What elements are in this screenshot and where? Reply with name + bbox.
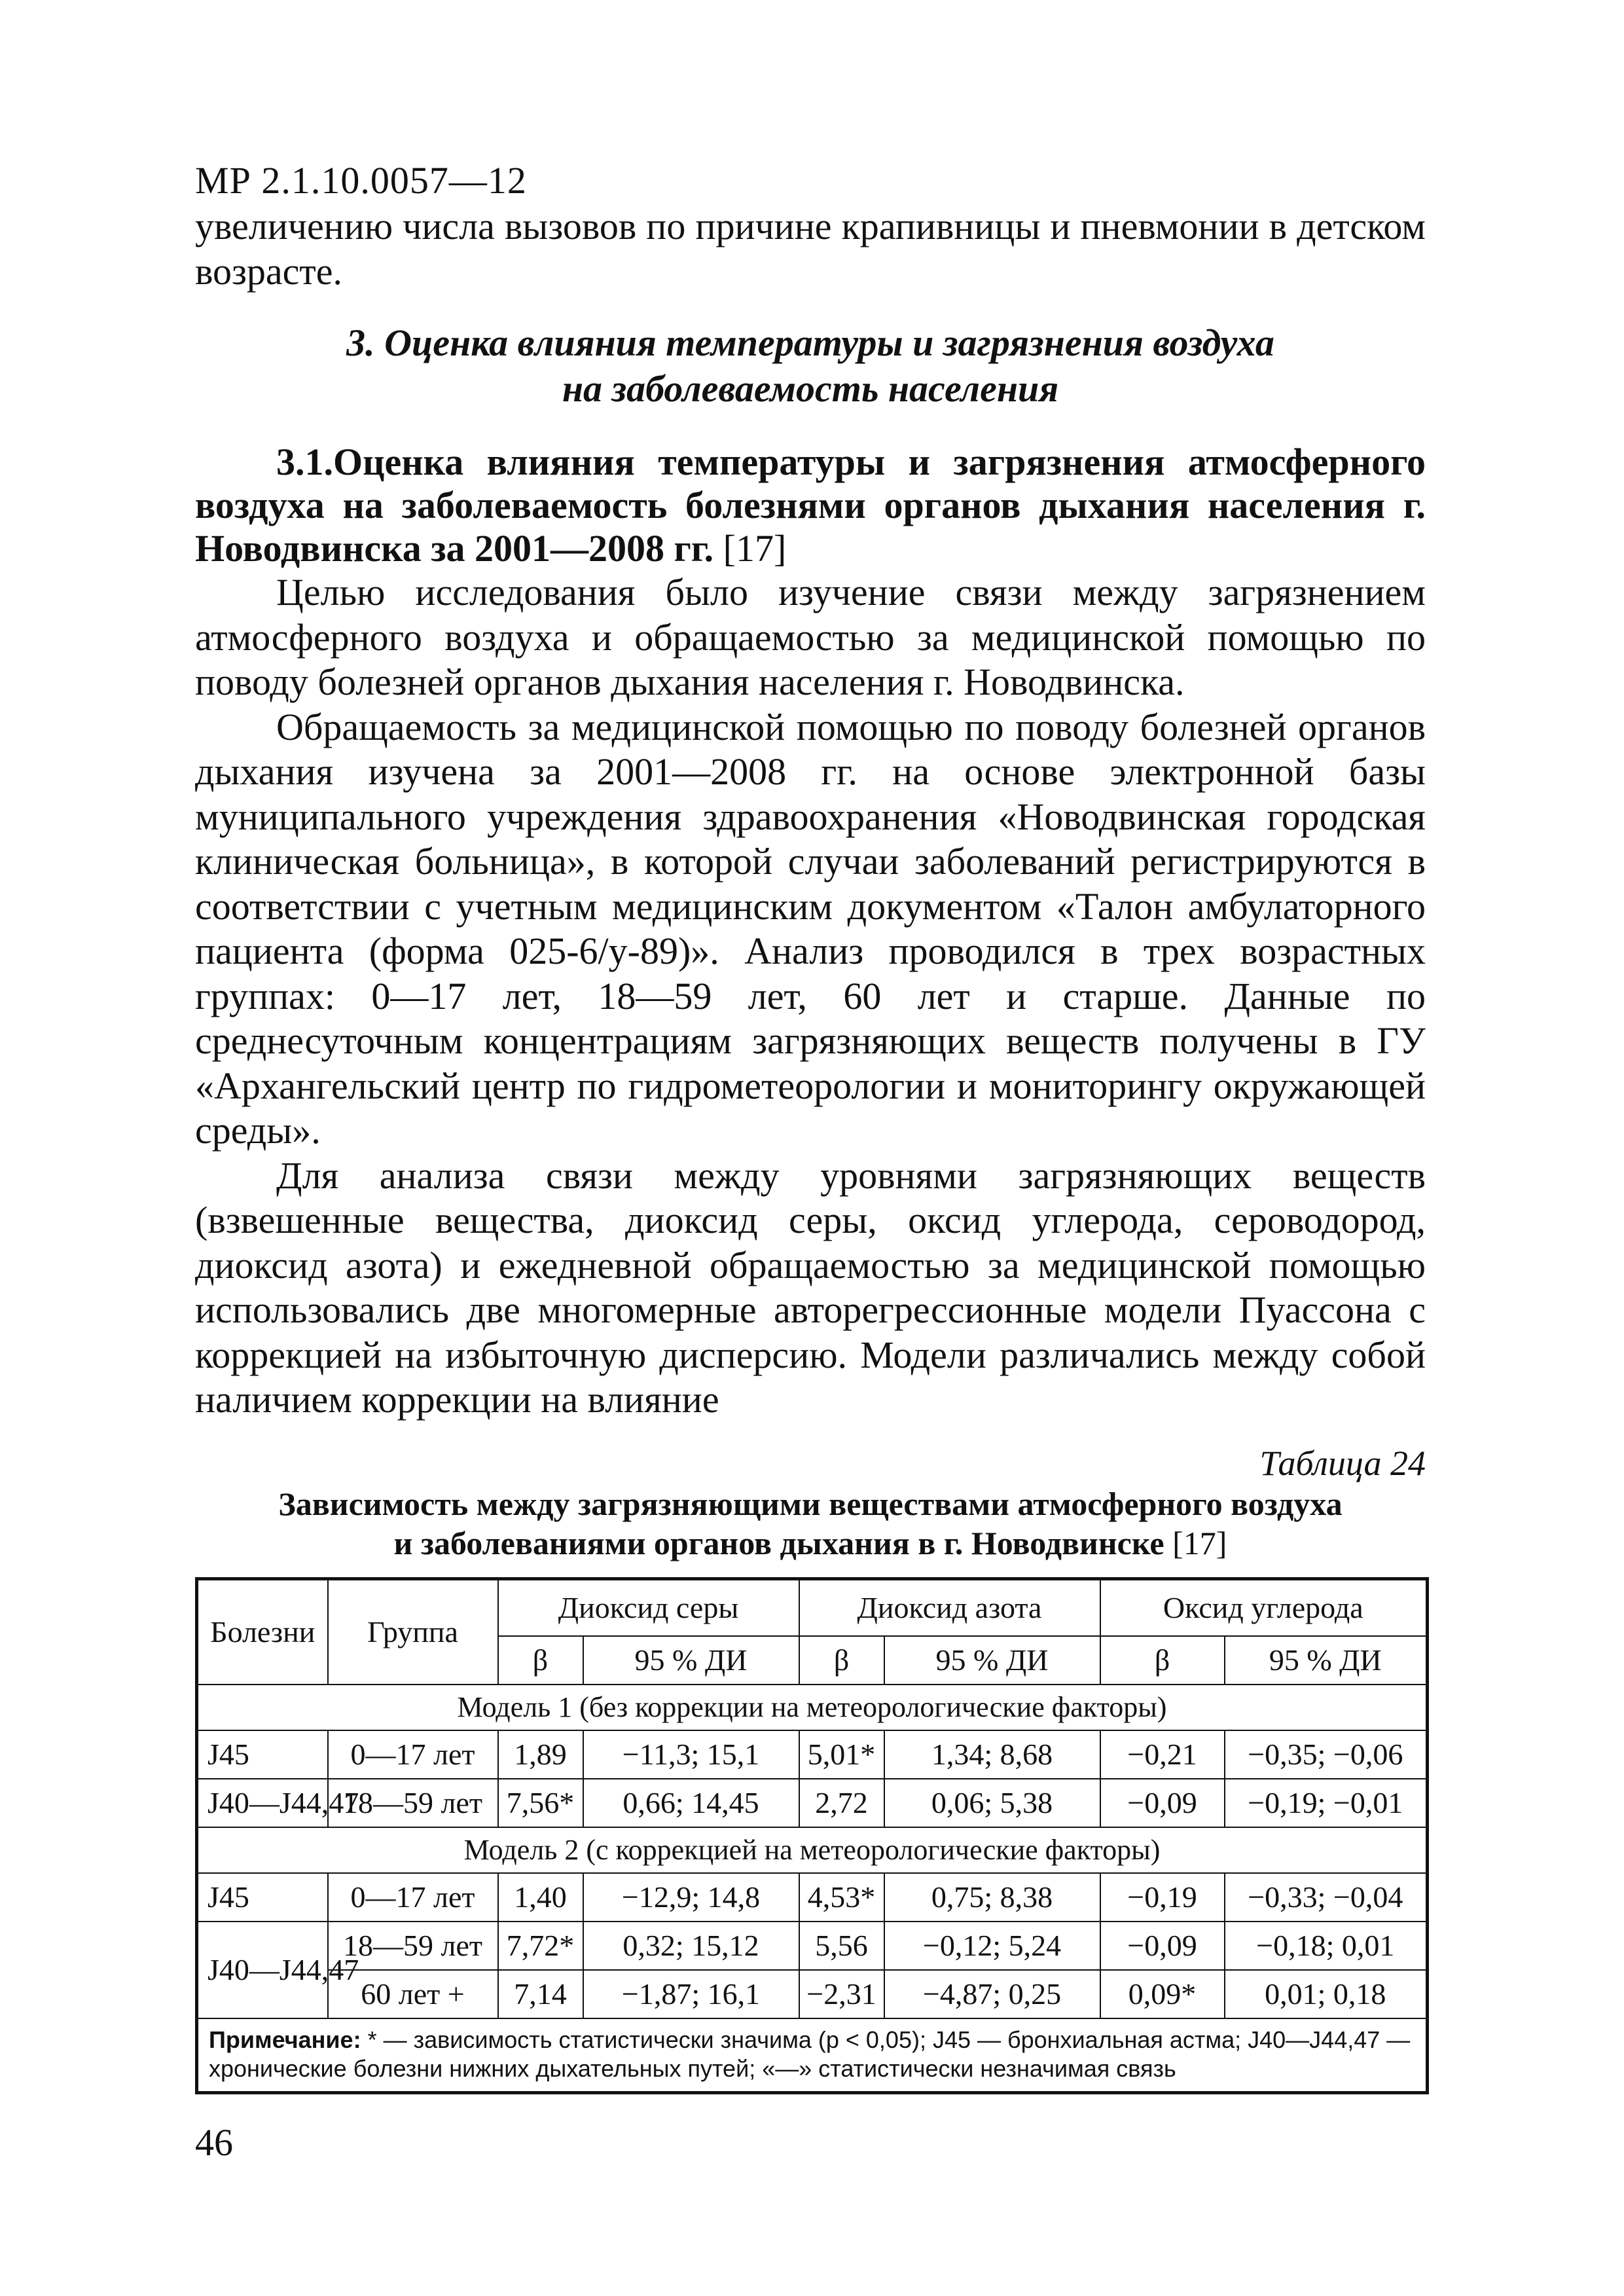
table-cell: −0,19 <box>1100 1873 1225 1922</box>
table-cell: 2,72 <box>799 1779 884 1827</box>
table-cell: 4,53* <box>799 1873 884 1922</box>
header-beta: β <box>799 1636 884 1685</box>
model-1-label: Модель 1 (без коррекции на метеорологические факторы) <box>197 1685 1428 1730</box>
table-cell: 0,09* <box>1100 1970 1225 2018</box>
table-cell: 0,66; 14,45 <box>583 1779 799 1827</box>
table-cell: −2,31 <box>799 1970 884 2018</box>
table-cell: 7,14 <box>498 1970 583 2018</box>
table-cell: 0,32; 15,12 <box>583 1922 799 1970</box>
header-group: Группа <box>328 1578 498 1685</box>
table-row <box>197 1970 1428 2018</box>
table-cell: −0,09 <box>1100 1779 1225 1827</box>
table-cell: 7,56* <box>498 1779 583 1827</box>
disease-code: J40—J44,47 <box>197 1922 328 2018</box>
text-column <box>195 157 1426 2094</box>
header-nitrogen-dioxide: Диоксид азота <box>799 1578 1100 1636</box>
paragraph-2: Обращаемость за медицинской помощью по поводу болезней органов дыхания изучена за 2001—2008 гг. на основе электронной базы муниципального учреждения здравоохранения «Новодвинская городская клиническая больница», в которой случаи заболеваний регистрируются в соответствии с учетным медицинским документом «Талон амбулаторного пациента (форма 025-6/у-89)». Анализ проводился в трех возрастных группах: 0—17 лет, 18—59 лет, 60 лет и старше. Данные по среднесуточным концентрациям загрязняющих веществ получены в ГУ «Архангельский центр по гидрометеорологии и мониторингу окружающей среды». <box>195 705 1426 1152</box>
table-cell: −12,9; 14,8 <box>583 1873 799 1922</box>
table-cell: 7,72* <box>498 1922 583 1970</box>
subsection-title: 3.1.Оценка влияния температуры и загрязнения атмосферного воздуха на заболеваемость болезнями органов дыхания населения г. Новодвинска за 2001—2008 гг. [17] <box>195 441 1426 570</box>
table-cell: −11,3; 15,1 <box>583 1730 799 1779</box>
table-cell: −0,33; −0,04 <box>1225 1873 1428 1922</box>
table-cell: −0,12; 5,24 <box>884 1922 1100 1970</box>
table-cell: 0,75; 8,38 <box>884 1873 1100 1922</box>
table-cell: −0,19; −0,01 <box>1225 1779 1428 1827</box>
continuation-paragraph: увеличению числа вызовов по причине крапивницы и пневмонии в детском возрасте. <box>195 205 1426 293</box>
header-ci: 95 % ДИ <box>1225 1636 1428 1685</box>
table-cell: 5,01* <box>799 1730 884 1779</box>
section-title: 3. Оценка влияния температуры и загрязнения воздуха на заболеваемость населения <box>346 321 1274 410</box>
table-title: Зависимость между загрязняющими веществами атмосферного воздуха и заболеваниями органов дыхания в г. Новодвинске [17] <box>278 1485 1343 1561</box>
table-cell: −0,21 <box>1100 1730 1225 1779</box>
table-cell: 5,56 <box>799 1922 884 1970</box>
model-2-label: Модель 2 (с коррекцией на метеорологические факторы) <box>197 1827 1428 1873</box>
note-text: * — зависимость статистически значима (р < 0,05); J45 — бронхиальная астма; J40—J44,47 — хронические болезни нижних дыхательных путей; «—» статистически незначимая связь <box>209 2026 1411 2082</box>
table-cell: −0,09 <box>1100 1922 1225 1970</box>
table-cell: 0,01; 0,18 <box>1225 1970 1428 2018</box>
age-group: 0—17 лет <box>328 1730 498 1779</box>
disease-code: J40—J44,47 <box>197 1779 328 1827</box>
table-cell: 1,40 <box>498 1873 583 1922</box>
document-code: МР 2.1.10.0057—12 <box>195 159 527 202</box>
subsection-reference: [17] <box>713 527 787 570</box>
table-row <box>197 1922 1428 1970</box>
disease-code: J45 <box>197 1873 328 1922</box>
age-group: 18—59 лет <box>328 1922 498 1970</box>
header-beta: β <box>1100 1636 1225 1685</box>
table-cell: 1,34; 8,68 <box>884 1730 1100 1779</box>
table-caption: Таблица 24 <box>1259 1443 1426 1483</box>
header-ci: 95 % ДИ <box>884 1636 1100 1685</box>
note-label: Примечание: <box>209 2026 361 2053</box>
table-cell: −0,18; 0,01 <box>1225 1922 1428 1970</box>
table-cell: −1,87; 16,1 <box>583 1970 799 2018</box>
table-cell: −4,87; 0,25 <box>884 1970 1100 2018</box>
paragraph-3: Для анализа связи между уровнями загрязняющих веществ (взвешенные вещества, диоксид серы, оксид углерода, сероводород, диоксид азота) и ежедневной обращаемостью за медицинской помощью использовались две многомерные авторегрессионные модели Пуассона с коррекцией на избыточную дисперсию. Модели различались между собой наличием коррекции на влияние <box>195 1154 1426 1421</box>
header-beta: β <box>498 1636 583 1685</box>
table-row <box>197 1730 1428 1779</box>
pollution-table <box>195 1577 1429 2094</box>
page-number: 46 <box>195 2121 233 2164</box>
table-cell: −0,35; −0,06 <box>1225 1730 1428 1779</box>
header-sulfur-dioxide: Диоксид серы <box>498 1578 799 1636</box>
header-carbon-monoxide: Оксид углерода <box>1100 1578 1428 1636</box>
disease-code: J45 <box>197 1730 328 1779</box>
table-note <box>197 2018 1428 2093</box>
table-row <box>197 1779 1428 1827</box>
table-row <box>197 1873 1428 1922</box>
age-group: 18—59 лет <box>328 1779 498 1827</box>
paragraph-1: Целью исследования было изучение связи между загрязнением атмосферного воздуха и обращаемостью за медицинской помощью по поводу болезней органов дыхания населения г. Новодвинска. <box>195 571 1426 703</box>
header-disease: Болезни <box>197 1578 328 1685</box>
age-group: 60 лет + <box>328 1970 498 2018</box>
header-ci: 95 % ДИ <box>583 1636 799 1685</box>
table-cell: 0,06; 5,38 <box>884 1779 1100 1827</box>
age-group: 0—17 лет <box>328 1873 498 1922</box>
table-cell: 1,89 <box>498 1730 583 1779</box>
